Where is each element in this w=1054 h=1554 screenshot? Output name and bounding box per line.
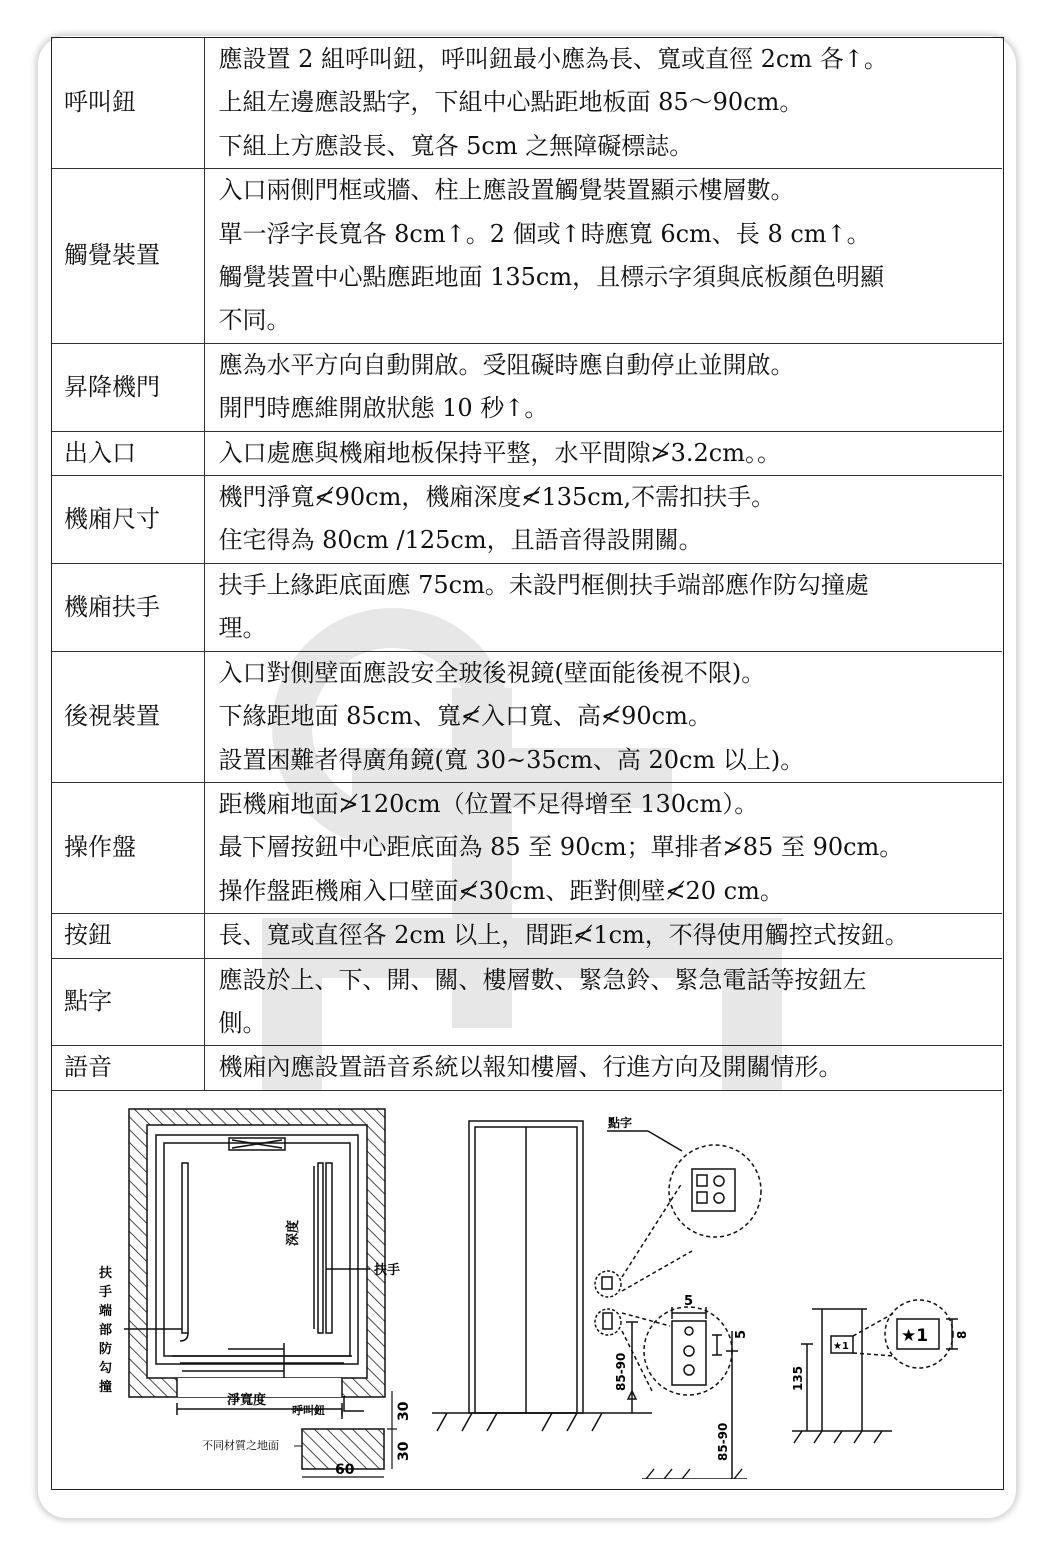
row-label: 呼叫鈕 [52,38,204,169]
dim-60: 60 [335,1462,355,1478]
row-description [204,651,1002,782]
description-line: 入口對側壁面應設安全玻後視鏡(壁面能後視不限)。 [218,658,766,687]
dim-5-top: 5 [684,1294,694,1309]
plan-shaft-walls [129,1109,385,1397]
spec-row [52,651,1002,782]
row-description [204,563,1002,651]
row-label: 後視裝置 [52,651,204,782]
tactile-sign: ★1 [901,1326,929,1346]
row-description [204,782,1002,913]
dim-85-90-b: 85-90 [716,1422,730,1461]
spec-row [52,1046,1002,1090]
description-line: 單一浮字長寬各 8cm↑。2 個或↑時應寬 6cm、長 8 cm↑。 [218,219,871,248]
spec-row [52,169,1002,344]
description-line: 應設置 2 組呼叫鈕，呼叫鈕最小應為長、寬或直徑 2cm 各↑。 [218,45,888,73]
description-line: 下緣距地面 85cm、寬≮入口寬、高≮90cm。 [218,702,712,731]
description-line: 操作盤距機廂入口壁面≮30cm、距對側壁≮20 cm。 [218,876,784,905]
handrail-end-label [98,1265,112,1395]
call-button-label: 呼叫鈕 [292,1404,325,1417]
spec-row [52,563,1002,651]
description-line: 距機廂地面≯120cm（位置不足得增至 130cm）。 [218,789,759,818]
description-line: 不同。 [218,306,291,335]
dim-135: 135 [791,1365,805,1391]
row-description [204,169,1002,344]
row-description [204,431,1002,475]
braille-zoom [607,1131,761,1237]
row-label: 機廂尺寸 [52,476,204,564]
dim-30-a: 30 [396,1401,412,1421]
tactile-sign-small: ★1 [833,1341,849,1352]
dim-8: 8 [955,1330,969,1339]
svg-text:防: 防 [99,1342,113,1357]
row-label: 觸覺裝置 [52,169,204,344]
clear-width-label: 淨寬度 [227,1393,267,1408]
description-line: 側。 [218,1008,267,1037]
row-description [204,914,1002,958]
row-label: 昇降機門 [52,343,204,431]
spec-row [52,782,1002,913]
description-line: 扶手上緣距底面應 75cm。未設門框側扶手端部應作防勾撞處 [218,570,869,599]
description-line: 應為水平方向自動開啟。受阻礙時應自動停止並開啟。 [218,350,795,379]
description-line: 觸覺裝置中心點應距地面 135cm，且標示字須與底板顏色明顯 [218,263,885,292]
description-line: 住宅得為 80cm /125cm，且語音得設開關。 [218,526,703,555]
row-description [204,476,1002,564]
svg-text:部: 部 [99,1323,113,1338]
handrail-label: 扶手 [374,1263,401,1278]
dim-30-b: 30 [396,1441,412,1461]
description-line: 機門淨寬≮90cm，機廂深度≮135cm,不需扣扶手。 [218,483,776,512]
spec-row [52,958,1002,1046]
document-frame [51,37,1004,1490]
description-line: 應設於上、下、開、關、樓層數、緊急鈴、緊急電話等按鈕左 [218,965,867,994]
description-line: 設置困難者得廣角鏡(寬 30~35cm、高 20cm 以上)。 [218,745,805,774]
spec-table [52,38,1002,1091]
svg-text:扶: 扶 [99,1266,113,1281]
depth-label: 深度 [286,1219,301,1247]
tactile-sign-elevation [792,1300,958,1443]
svg-text:手: 手 [99,1285,113,1300]
svg-text:勾: 勾 [99,1361,113,1376]
svg-text:端: 端 [99,1304,113,1319]
spec-row [52,431,1002,475]
svg-text:撞: 撞 [99,1380,113,1395]
door-elevation [432,1121,692,1431]
elevator-figure [52,1091,1002,1479]
spec-row [52,476,1002,564]
row-label: 按鈕 [52,914,204,958]
braille-label: 點字 [608,1116,633,1130]
description-line: 上組左邊應設點字，下組中心點距地板面 85～90cm。 [218,88,804,117]
row-description [204,343,1002,431]
spec-row [52,914,1002,958]
description-line: 最下層按鈕中心距底面為 85 至 90cm；單排者≯85 至 90cm。 [218,833,904,862]
row-label: 操作盤 [52,782,204,913]
row-label: 出入口 [52,431,204,475]
description-line: 下組上方應設長、寬各 5cm 之無障礙標誌。 [218,131,694,160]
description-line: 長、寬或直徑各 2cm 以上，間距≮1cm，不得使用觸控式按鈕。 [218,921,909,950]
row-description [204,1046,1002,1090]
floor-material-label: 不同材質之地面 [202,1439,279,1452]
row-label: 機廂扶手 [52,563,204,651]
call-button-zoom [642,1307,747,1479]
row-label: 語音 [52,1046,204,1090]
spec-row [52,38,1002,169]
row-description [204,38,1002,169]
description-line: 理。 [218,614,267,643]
row-description [204,958,1002,1046]
description-line: 開門時應維開啟狀態 10 秒↑。 [218,394,549,423]
row-label: 點字 [52,958,204,1046]
description-line: 機廂內應設置語音系統以報知樓層、行進方向及開關情形。 [218,1053,843,1082]
spec-row [52,343,1002,431]
dim-5-side: 5 [734,1329,749,1339]
description-line: 入口兩側門框或牆、柱上應設置觸覺裝置顯示樓層數。 [218,176,795,205]
ground-hatch-b [646,1469,742,1479]
description-line: 入口處應與機廂地板保持平整，水平間隙≯3.2cm。。 [218,438,781,467]
dim-85-90-a: 85-90 [614,1352,628,1391]
